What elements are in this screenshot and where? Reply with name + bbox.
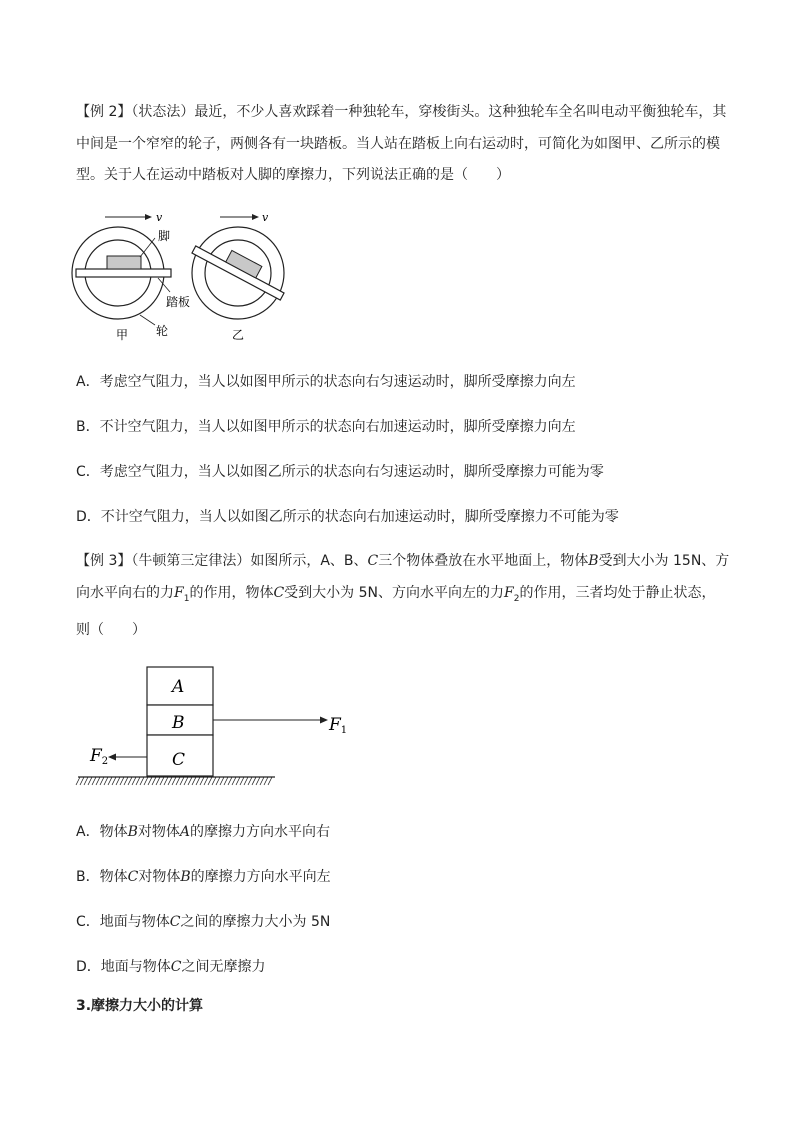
example2-option-d: D．不计空气阻力，当人以如图乙所示的状态向右加速运动时，脚所受摩擦力不可能为零 bbox=[76, 509, 619, 525]
var-f1-sub: 1 bbox=[183, 593, 190, 604]
example3-line1-t1: （牛顿第三定律法）如图所示，A、B、 bbox=[131, 553, 368, 569]
var-b: B bbox=[588, 553, 599, 569]
example3-line2-t3: 受到大小为 5N、方向水平向左的力 bbox=[284, 584, 505, 601]
example3-line1-t2: 三个物体叠放在水平地面上，物体 bbox=[378, 553, 589, 569]
section-heading: 3.摩擦力大小的计算 bbox=[76, 998, 204, 1014]
example3-line1 bbox=[76, 546, 730, 578]
example2-line2: 中间是一个窄窄的轮子，两侧各有一块踏板。当人站在踏板上向右运动时，可简化为如图甲、乙所示的模 bbox=[76, 135, 720, 152]
example3-line2-t1: 向水平向右的力 bbox=[76, 584, 174, 601]
example2-line1 bbox=[76, 97, 726, 129]
figure-label-jia: 甲 bbox=[116, 328, 129, 342]
example3-option-d: D．地面与物体C之间无摩擦力 bbox=[76, 959, 266, 975]
force-f2-label: F2 bbox=[90, 746, 109, 767]
example2-question bbox=[76, 97, 726, 192]
example2-option-b: B．不计空气阻力，当人以如图甲所示的状态向右加速运动时，脚所受摩擦力向左 bbox=[76, 419, 576, 435]
example3-line1-t3: 受到大小为 15N、方 bbox=[598, 553, 730, 569]
velocity-label-jia: v bbox=[156, 211, 163, 224]
example3-line2-t2: 的作用，物体 bbox=[189, 584, 274, 601]
block-a-label: A bbox=[172, 677, 185, 697]
block-b-label: B bbox=[172, 713, 185, 733]
example2-line3: 型。关于人在运动中踏板对人脚的摩擦力，下列说法正确的是（ ） bbox=[76, 167, 510, 183]
var-c: C bbox=[367, 553, 379, 569]
example3-question bbox=[76, 546, 730, 646]
wheel-label: 轮 bbox=[156, 324, 169, 338]
example2-method: （状态法） bbox=[131, 104, 195, 120]
example3-line2 bbox=[76, 578, 726, 615]
example3-option-c: C．地面与物体C之间的摩擦力大小为 5N bbox=[76, 914, 331, 930]
ground bbox=[76, 777, 275, 785]
example3-option-a: A．物体B对物体A的摩擦力方向水平向右 bbox=[76, 824, 330, 840]
example2-option-a: A．考虑空气阻力，当人以如图甲所示的状态向右匀速运动时，脚所受摩擦力向左 bbox=[76, 374, 576, 390]
figure-label-yi: 乙 bbox=[232, 328, 245, 342]
example2-tag: 【例 2】 bbox=[76, 104, 132, 120]
var-c-2: C bbox=[273, 584, 285, 601]
foot-jia bbox=[107, 256, 141, 269]
velocity-label-yi: v bbox=[262, 211, 269, 224]
stacked-blocks-figure bbox=[70, 660, 370, 790]
example3-line2-t4: 的作用，三者均处于静止状态， bbox=[519, 584, 716, 601]
var-f2: F bbox=[504, 584, 514, 601]
figure-yi bbox=[192, 211, 290, 342]
figure-jia bbox=[72, 211, 190, 342]
example2-option-c: C．考虑空气阻力，当人以如图乙所示的状态向右匀速运动时，脚所受摩擦力可能为零 bbox=[76, 464, 604, 480]
example3-tag: 【例 3】 bbox=[76, 553, 132, 569]
example2-line1-text: 最近，不少人喜欢踩着一种独轮车，穿梭街头。这种独轮车全名叫电动平衡独轮车，其 bbox=[194, 104, 727, 120]
example3-option-b: B．物体C对物体B的摩擦力方向水平向左 bbox=[76, 869, 331, 885]
force-f1-label: F1 bbox=[329, 715, 348, 736]
var-f1: F bbox=[174, 584, 184, 601]
pedal-label: 踏板 bbox=[166, 295, 191, 309]
var-f2-sub: 2 bbox=[513, 593, 520, 604]
foot-label: 脚 bbox=[158, 229, 171, 243]
pedal-jia bbox=[76, 269, 171, 277]
example3-line3: 则（ ） bbox=[76, 621, 146, 638]
block-c-label: C bbox=[172, 750, 186, 770]
unicycle-figure bbox=[70, 205, 300, 345]
